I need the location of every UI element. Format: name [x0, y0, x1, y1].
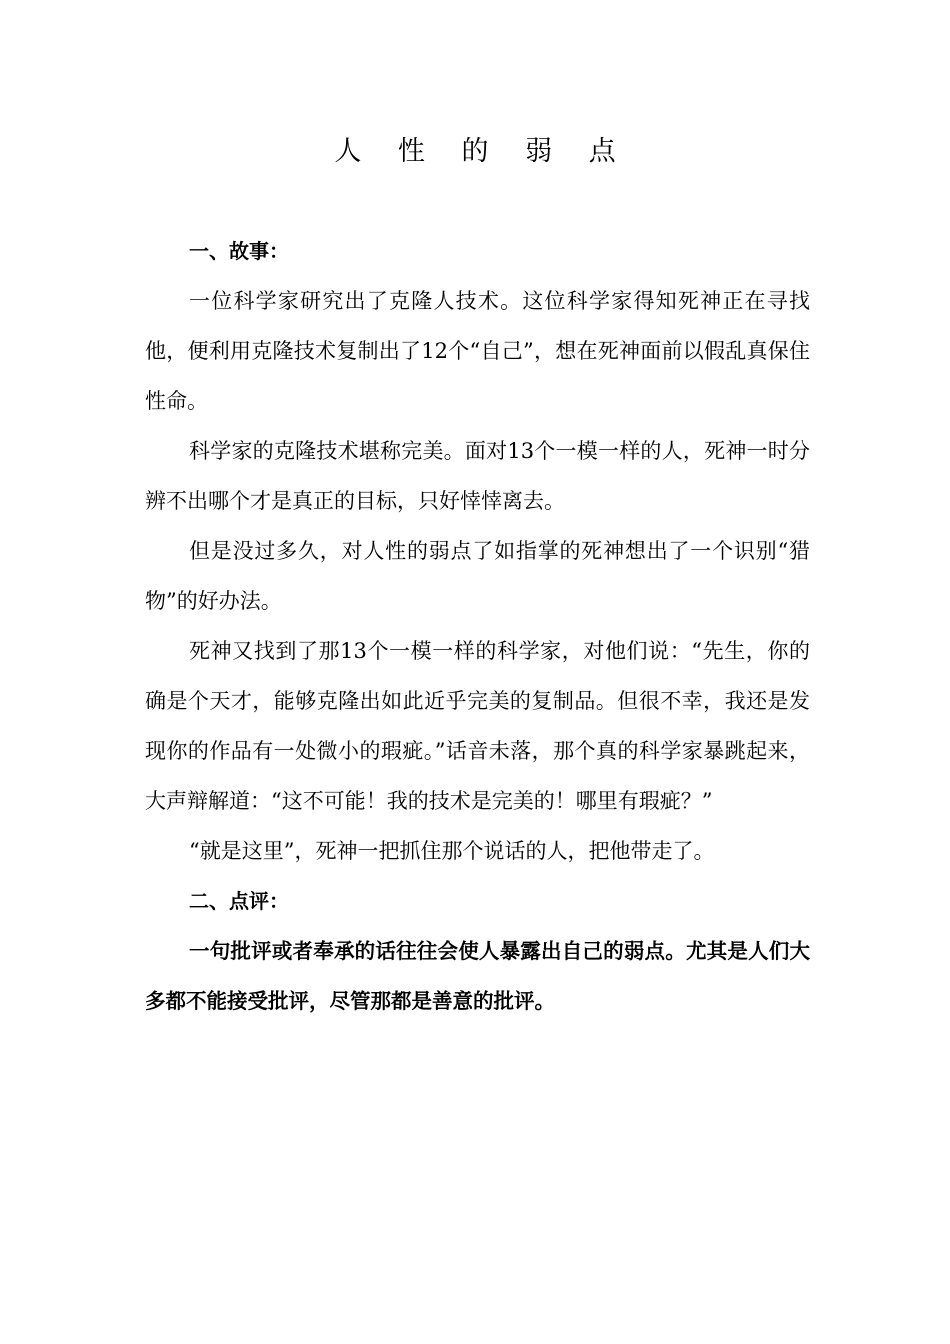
document-body: [145, 226, 810, 1026]
comment-paragraph: 一句批评或者奉承的话往往会使人暴露出自己的弱点。尤其是人们大多都不能接受批评，尽管那都是善意的批评。: [145, 939, 810, 1013]
section-heading-comment: 二、点评：: [189, 889, 289, 913]
story-paragraph: “就是这里”，死神一把抓住那个说话的人，把他带走了。: [189, 839, 715, 863]
story-paragraph: 但是没过多久，对人性的弱点了如指掌的死神想出了一个识别“猎物”的好办法。: [145, 539, 810, 613]
document-title: 人 性 的 弱 点: [334, 136, 630, 167]
story-paragraph: 科学家的克隆技术堪称完美。面对13个一模一样的人，死神一时分辨不出哪个才是真正的目标，只好悻悻离去。: [145, 439, 810, 513]
section-heading-story: 一、故事：: [189, 239, 289, 263]
story-paragraph: 一位科学家研究出了克隆人技术。这位科学家得知死神正在寻找他，便利用克隆技术复制出了12个“自己”，想在死神面前以假乱真保住性命。: [145, 289, 810, 413]
story-paragraph: 死神又找到了那13个一模一样的科学家，对他们说：“先生，你的确是个天才，能够克隆出如此近乎完美的复制品。但很不幸，我还是发现你的作品有一处微小的瑕疵。”话音未落，那个真的科学家暴跳起来，大声辩解道：“这不可能！我的技术是完美的！哪里有瑕疵？”: [145, 639, 810, 813]
